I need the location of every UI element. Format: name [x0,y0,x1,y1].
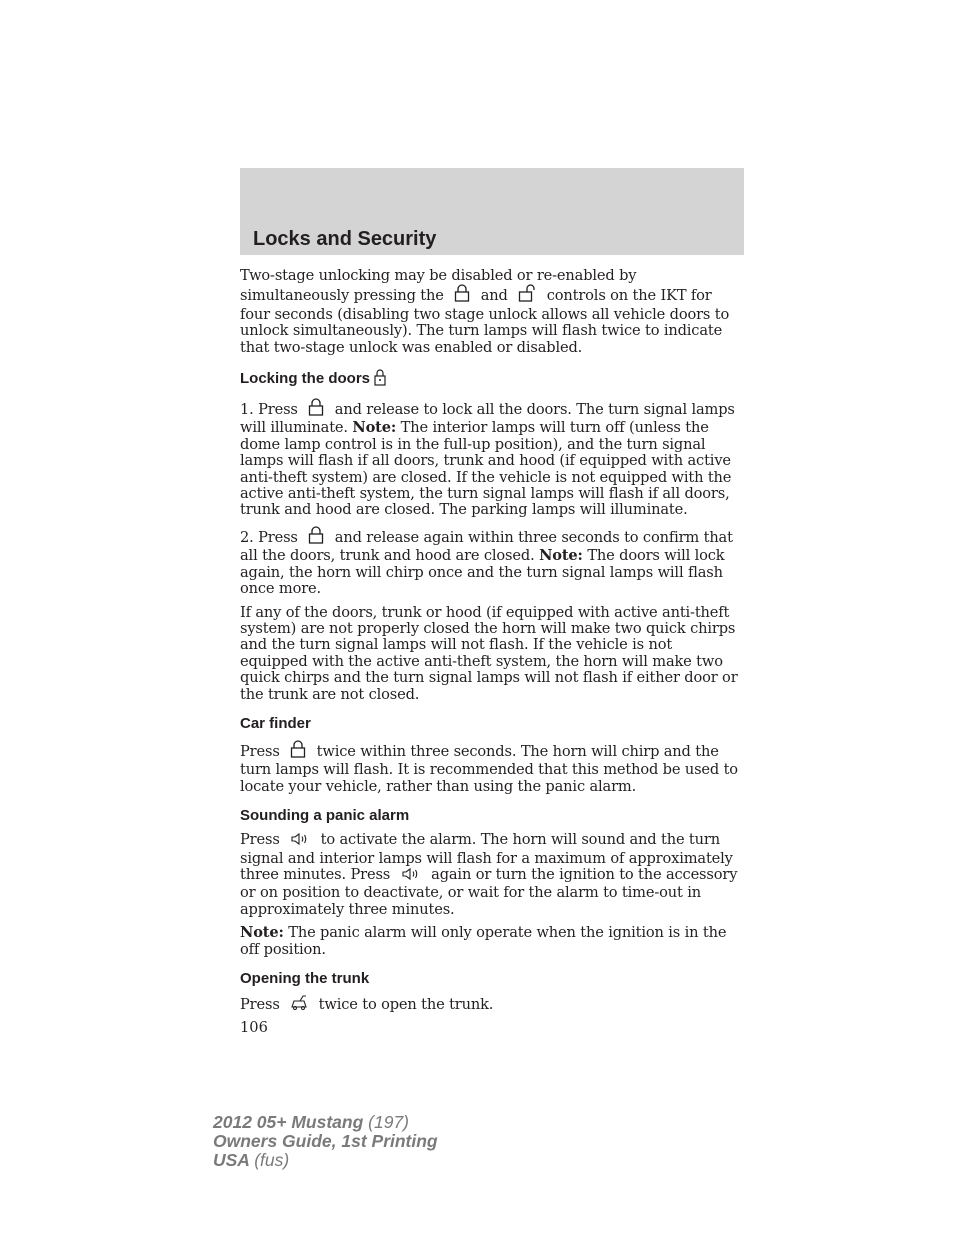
panic-note: Note: The panic alarm will only operate when the ignition is in the off position. [240,924,727,958]
page-number: 106 [240,1019,268,1037]
intro-paragraph: Two-stage unlocking may be disabled or re-enabled by simultaneously pressing the and controls on the IKT for four seconds (disabling two stage unlock allows all vehicle doors to unlock simultaneously). The turn lamps will flash twice to indicate that two-stage unlock was enabled or disabled. [240,267,730,356]
lock-icon [290,740,306,762]
locking-heading: Locking the doors [240,368,744,390]
locking-paragraph-3: If any of the doors, trunk or hood (if equipped with active anti-theft system) are not properly closed the horn will make two quick chirps and the turn signal lamps will not flash. If the vehicle is not equipped with the active anti-theft system, the horn will make two quick chirps and the turn signal lamps will not flash if either door or the trunk are not closed. [240,603,738,703]
trunk-heading: Opening the trunk [240,970,370,987]
footer-line-3: USA (fus) [213,1150,290,1170]
section-title: Locks and Security [253,228,437,250]
document-footer [213,1113,438,1170]
lock-icon [308,526,324,548]
lock-icon [308,398,324,420]
lock-icon [454,284,470,306]
panic-paragraph: Press to activate the alarm. The horn will sound and the turn signal and interior lamps will flash for a maximum of approximately three minutes. Press again or turn the ignition to the accessory or on position to deactivate, or wait for the alarm to time-out in approximately three minutes. [240,831,738,918]
footer-line-2: Owners Guide, 1st Printing [213,1131,438,1151]
trunk-icon [290,995,308,1015]
section-header-band [240,168,744,255]
trunk-paragraph: Press twice to open the trunk. [240,995,744,1015]
lock-icon [374,368,386,390]
locking-step-1: 1. Press and release to lock all the doors. The turn signal lamps will illuminate. Note: The interior lamps will turn off (unless the dome lamp control is in the full-up position), and the turn signal lamps will flash if all doors, trunk and hood (if equipped with active anti-theft system) are closed. If the vehicle is not equipped with the active anti-theft system, the turn signal lamps will flash if all doors, trunk and hood are closed. The parking lamps will illuminate. [240,398,744,519]
page-content [240,268,744,1036]
panic-icon [401,867,421,885]
footer-line-1: 2012 05+ Mustang (197) [213,1112,410,1132]
unlock-icon [518,284,536,306]
locking-step-2: 2. Press and release again within three seconds to confirm that all the doors, trunk and hood are closed. Note: The doors will lock again, the horn will chirp once and the turn signal lamps will flash once more. [240,526,744,598]
car-finder-heading: Car finder [240,714,311,732]
panic-icon [290,832,310,850]
panic-heading: Sounding a panic alarm [240,807,410,825]
car-finder-paragraph: Press twice within three seconds. The horn will chirp and the turn lamps will flash. It is recommended that this method be used to locate your vehicle, rather than using the panic alarm. [240,740,744,795]
